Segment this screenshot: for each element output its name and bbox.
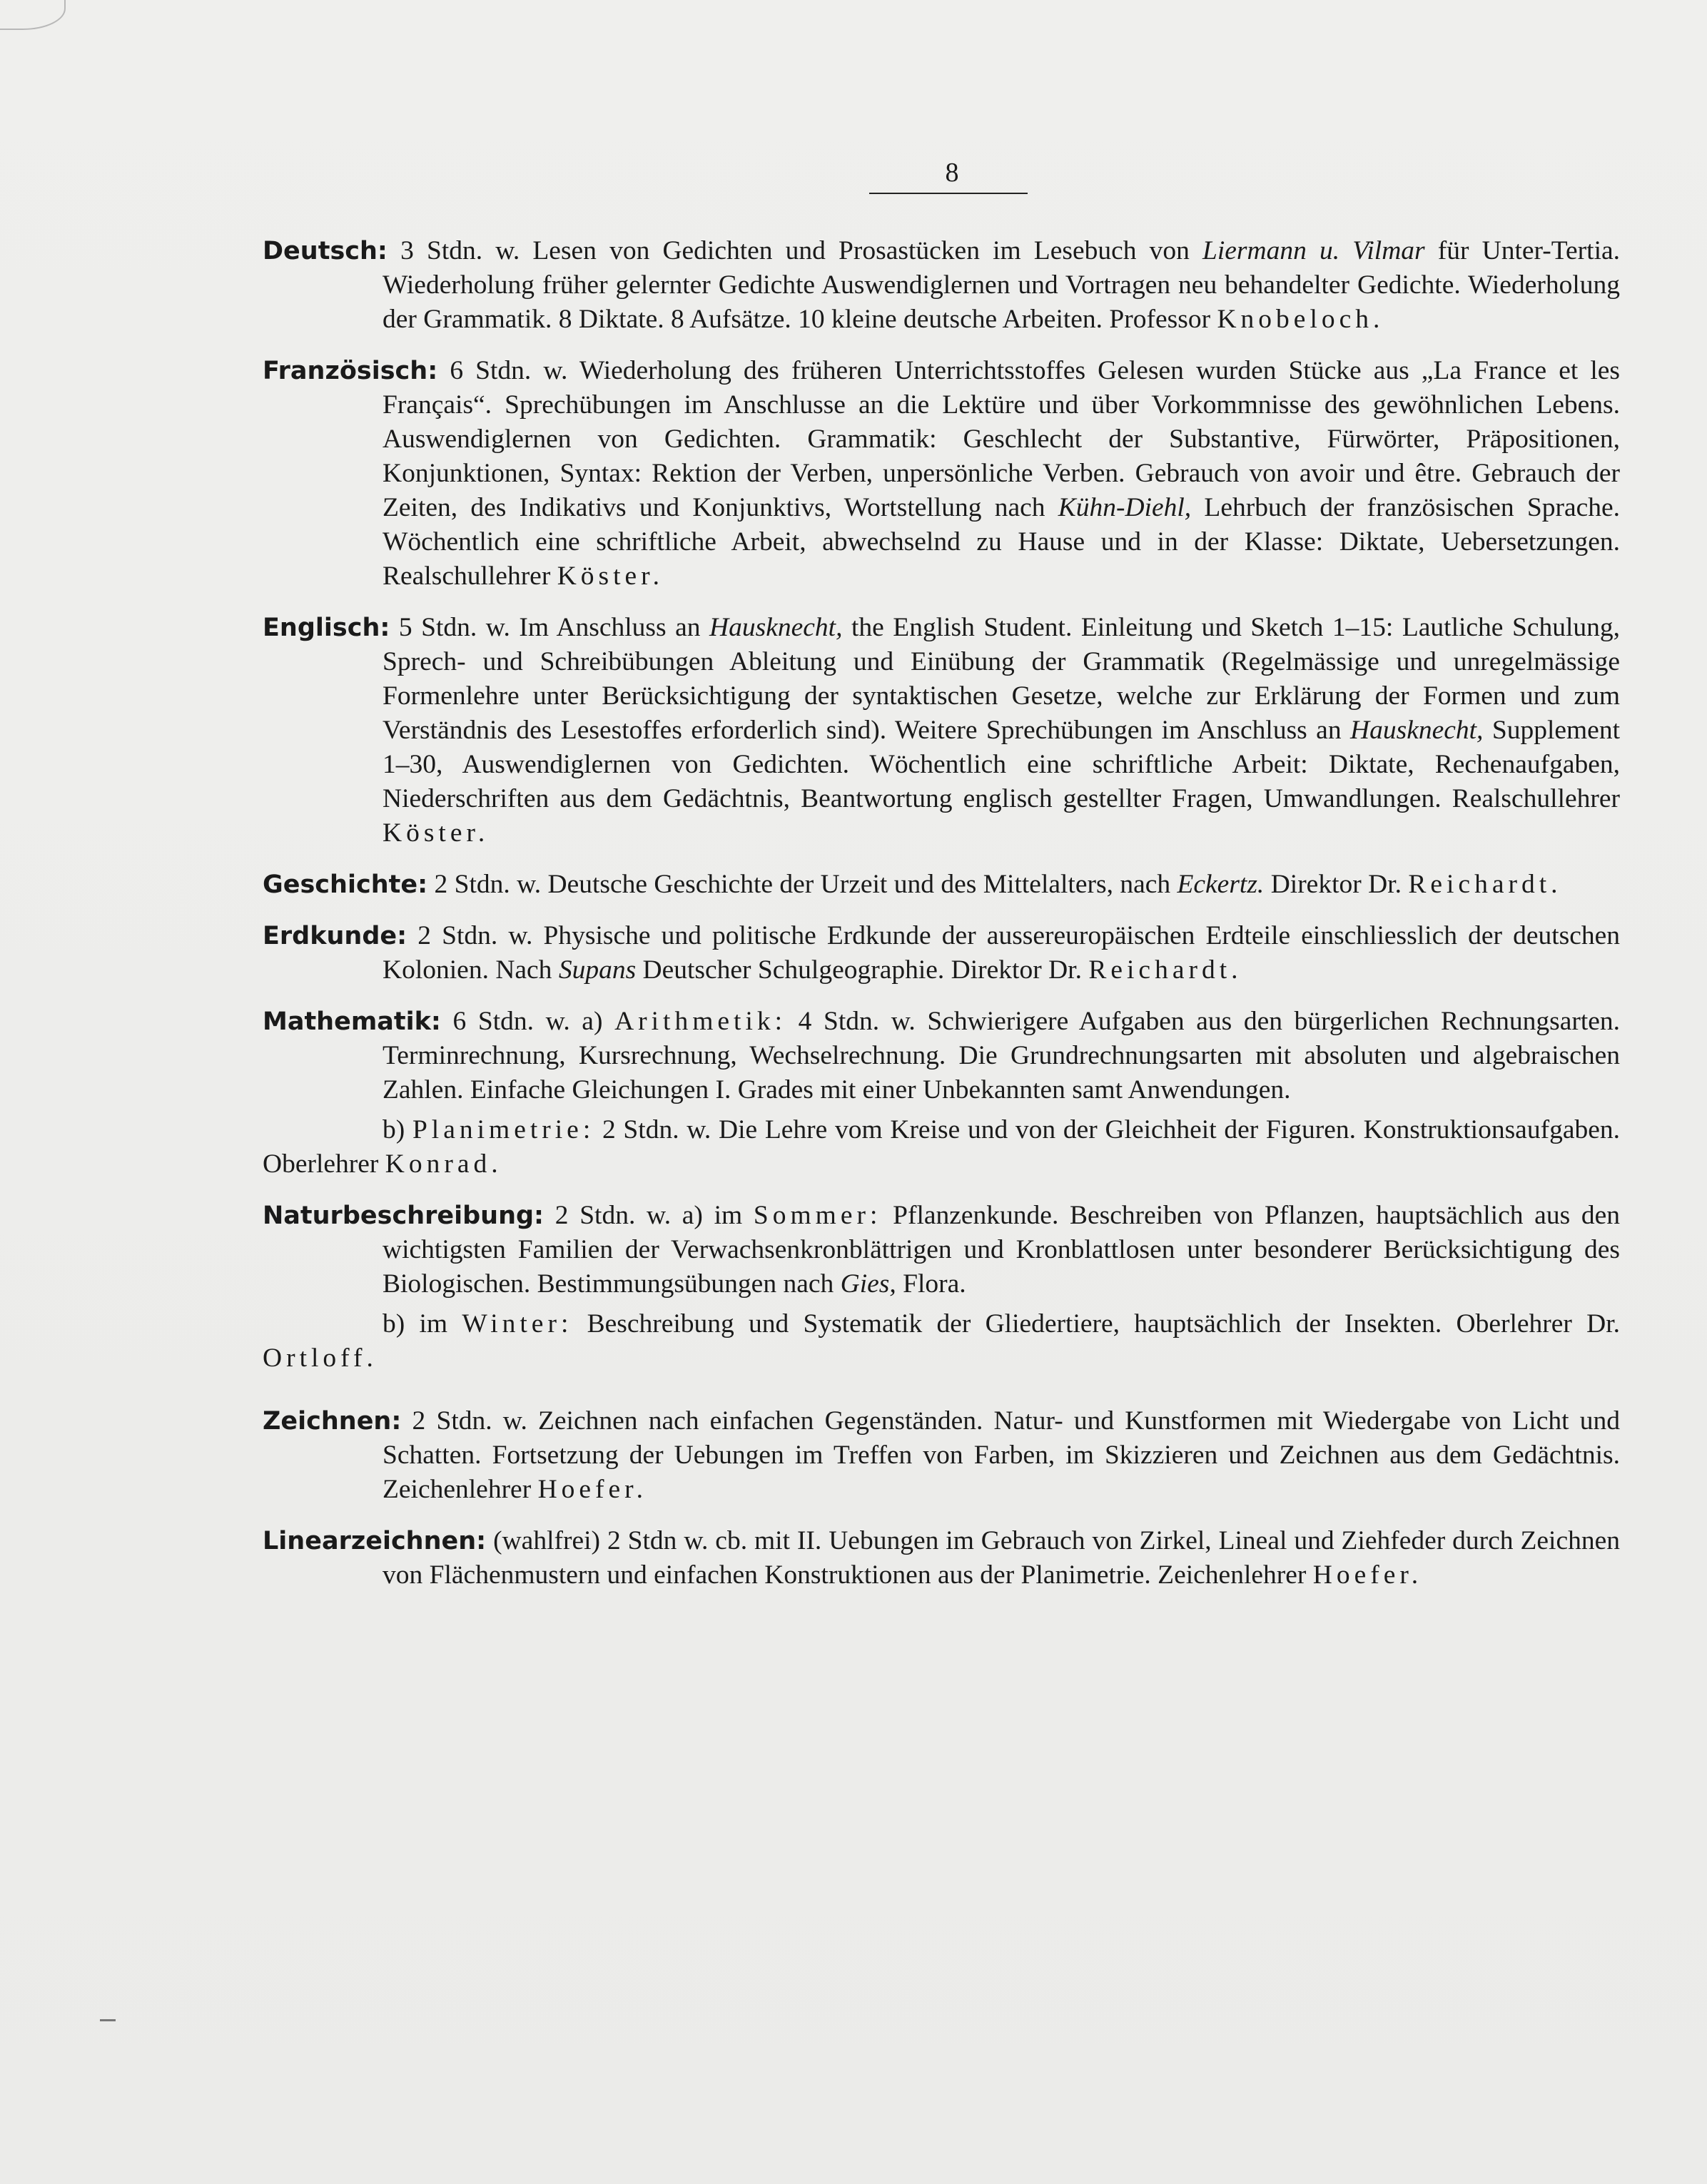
paragraph <box>263 611 1620 850</box>
text: the English Student. Einleitung und Sketch 1–15: Lautliche Schulung, Sprech- und Schreibübungen Ableitung und Einübung der Grammatik (Regelmässige und unregelmässige Formenlehre unter Berücksichtigung der syntaktischen Gesetze, welche zur Erklärung der Formen und zum Verständnis des Lesestoffes erforderlich sind). Weitere Sprechübungen im Anschluss an <box>383 613 1621 745</box>
text: Deutscher Schulgeographie. Direktor Dr. <box>636 955 1089 985</box>
section-linearzeichnen <box>263 1524 1620 1593</box>
section-mathematik <box>263 1005 1620 1182</box>
teacher-name: Hoefer. <box>537 1475 647 1504</box>
page-number: 8 <box>945 158 959 188</box>
author-name: Kühn-Diehl, <box>1058 493 1192 522</box>
text: Direktor Dr. <box>1264 870 1409 899</box>
author-name: Liermann u. Vilmar <box>1202 236 1425 265</box>
text: 2 Stdn. w. Zeichnen nach einfachen Gegenständen. Natur- und Kunstformen mit Wiedergabe von Licht und Schatten. Fortsetzung der Uebungen im Treffen von Farben, im Skizzieren und Zeichnen aus dem Gedächtnis. Zeichenlehrer <box>383 1406 1620 1504</box>
margin-mark <box>100 2019 116 2021</box>
author-name: Supans <box>558 955 637 985</box>
section-geschichte <box>263 868 1620 902</box>
teacher-name: Knobeloch. <box>1217 305 1384 334</box>
text: 2 Stdn. w. Die Lehre vom Kreise und von der Gleichheit der Figuren. Konstruktionsaufgaben. Oberlehrer <box>263 1115 1620 1179</box>
section-heading: Deutsch: <box>263 237 388 265</box>
section-heading: Geschichte: <box>263 870 428 899</box>
paragraph <box>263 868 1620 902</box>
section-heading: Zeichnen: <box>263 1407 402 1436</box>
text: (wahlfrei) 2 Stdn w. cb. mit II. Uebungen im Gebrauch von Zirkel, Lineal und Ziehfeder durch Zeichnen von Flächenmustern und einfachen Konstruktionen aus der Planimetrie. Zeichenlehrer <box>383 1526 1620 1590</box>
section-zeichnen <box>263 1404 1620 1507</box>
text: Lehrbuch der französischen Sprache. Wöchentlich eine schriftliche Arbeit, abwechselnd zu Hause und in der Klasse: Diktate, Uebersetzungen. Realschullehrer <box>383 493 1620 591</box>
teacher-name: Ortloff. <box>263 1344 378 1373</box>
subsection <box>263 1113 1620 1182</box>
section-heading: Mathematik: <box>263 1007 441 1036</box>
author-name: Hausknecht, <box>1350 716 1484 745</box>
text: 2 Stdn. w. Deutsche Geschichte der Urzeit und des Mittelalters, nach <box>434 870 1177 899</box>
section-heading: Englisch: <box>263 614 390 642</box>
paragraph <box>263 919 1620 987</box>
text: Beschreibung und Systematik der Gliedertiere, hauptsächlich der Insekten. Oberlehrer Dr. <box>572 1309 1621 1339</box>
teacher-name: Köster. <box>383 818 490 848</box>
teacher-name: Konrad. <box>385 1149 502 1179</box>
text: 5 Stdn. w. Im Anschluss an <box>398 613 710 642</box>
text: 3 Stdn. w. Lesen von Gedichten und Prosastücken im Lesebuch von <box>400 236 1202 265</box>
author-name: Eckertz. <box>1177 870 1265 899</box>
page-number-rule <box>869 193 1028 194</box>
text: 4 Stdn. w. Schwierigere Aufgaben aus den bürgerlichen Rechnungsarten. Terminrechnung, Kursrechnung, Wechselrechnung. Die Grundrechnungsarten mit absoluten und algebraischen Zahlen. Einfache Gleichungen I. Grades mit einer Unbekannten samt Anwendungen. <box>383 1007 1621 1104</box>
subtopic-label: Sommer: <box>753 1201 882 1230</box>
subsection <box>263 1307 1620 1376</box>
text: 6 Stdn. w. a) <box>452 1007 615 1036</box>
text: Pflanzenkunde. Beschreiben von Pflanzen, hauptsächlich aus den wichtigsten Familien der Verwachsenkronblättrigen und Kronblattlosen unter besonderer Berücksichtigung des Biologischen. Bestimmungsübungen nach <box>383 1201 1621 1299</box>
section-heading: Naturbeschreibung: <box>263 1202 544 1230</box>
section-erdkunde <box>263 919 1620 987</box>
teacher-name: Köster. <box>557 562 664 591</box>
paragraph <box>263 354 1620 594</box>
subtopic-label: Arithmetik: <box>614 1007 787 1036</box>
text: Supplement 1–30, Auswendiglernen von Gedichten. Wöchentlich eine schriftliche Arbeit: Diktate, Rechenaufgaben, Niederschriften aus dem Gedächtnis, Beantwortung englisch gestellter Fragen, Umwandlungen. Realschullehrer <box>383 716 1620 813</box>
page-corner-mark <box>0 0 66 30</box>
text: Flora. <box>896 1269 966 1299</box>
paragraph <box>263 1113 1620 1182</box>
teacher-name: Reichardt. <box>1088 955 1242 985</box>
paragraph <box>263 1199 1620 1301</box>
paragraph <box>263 1404 1620 1507</box>
document-body <box>263 234 1620 1593</box>
text: b) im <box>383 1309 462 1339</box>
paragraph <box>263 234 1620 337</box>
teacher-name: Hoefer. <box>1312 1560 1423 1590</box>
subtopic-label: Planimetrie: <box>412 1115 595 1144</box>
section-naturbeschreibung <box>263 1199 1620 1376</box>
paragraph <box>263 1307 1620 1376</box>
author-name: Gies, <box>840 1269 896 1299</box>
section-heading: Französisch: <box>263 357 438 385</box>
text: 2 Stdn. w. Physische und politische Erdkunde der aussereuropäischen Erdteile einschliesslich der deutschen Kolonien. Nach <box>383 921 1621 985</box>
section-englisch <box>263 611 1620 850</box>
subtopic-label: Winter: <box>462 1309 573 1339</box>
text: 2 Stdn. w. a) im <box>554 1201 754 1230</box>
text: 6 Stdn. w. Wiederholung des früheren Unterrichtsstoffes Gelesen wurden Stücke aus „La France et les Français“. Sprechübungen im Anschlusse an die Lektüre und über Vorkommnisse des gewöhnlichen Lebens. Auswendiglernen von Gedichten. Grammatik: Geschlecht der Substantive, Fürwörter, Präpositionen, Konjunktionen, Syntax: Rektion der Verben, unpersönliche Verben. Gebrauch von avoir und être. Gebrauch der Zeiten, des Indikativs und Konjunktivs, Wortstellung nach <box>383 356 1621 522</box>
teacher-name: Reichardt. <box>1408 870 1562 899</box>
author-name: Hausknecht, <box>709 613 843 642</box>
text: für Unter-Tertia. Wiederholung früher gelernter Gedichte Auswendiglernen und Vortragen neu behandelter Gedichte. Wiederholung der Grammatik. 8 Diktate. 8 Aufsätze. 10 kleine deutsche Arbeiten. Professor <box>383 236 1621 334</box>
section-franzoesisch <box>263 354 1620 594</box>
section-deutsch <box>263 234 1620 337</box>
paragraph <box>263 1005 1620 1107</box>
section-heading: Linearzeichnen: <box>263 1527 487 1555</box>
section-heading: Erdkunde: <box>263 922 407 950</box>
text: b) <box>383 1115 412 1144</box>
paragraph <box>263 1524 1620 1593</box>
